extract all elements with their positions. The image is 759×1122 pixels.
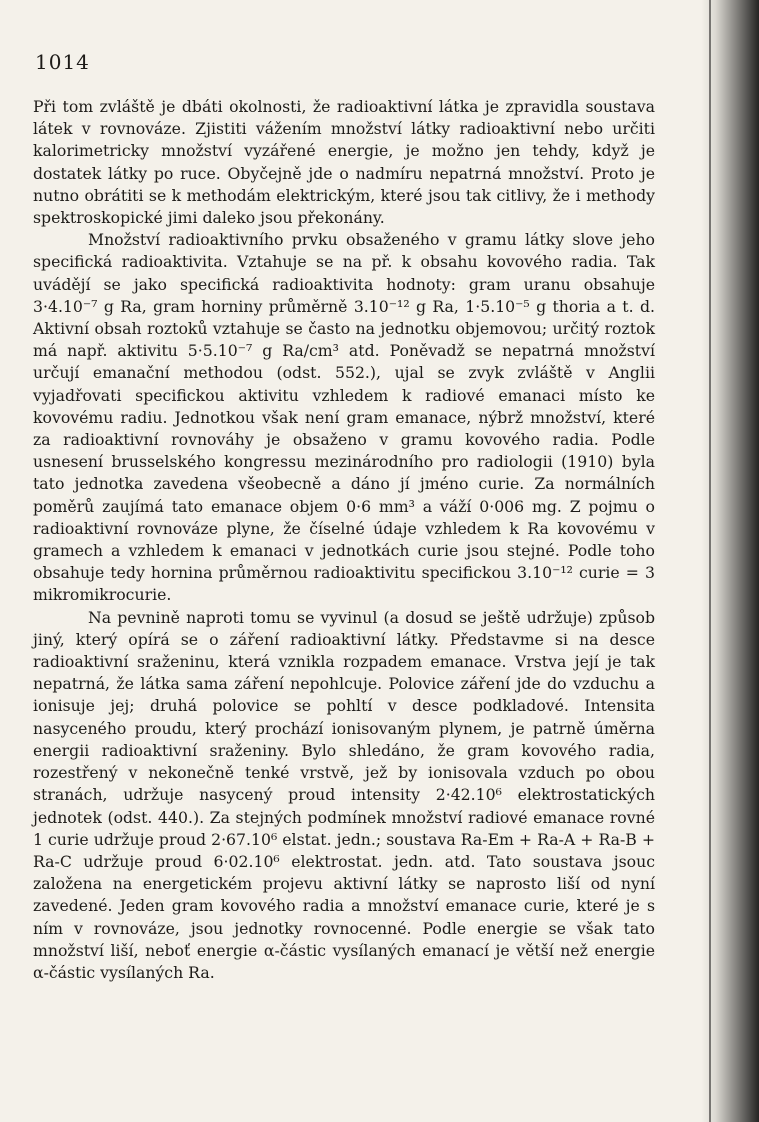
paragraph-2: Množství radioaktivního prvku obsaženého v gramu látky slove jeho specifická radioaktivita. Vztahuje se na př. k obsahu kovového radia. Tak uvádějí se jako specifická radioaktivita hodnoty: gram uranu obsahuje 3·4.10⁻⁷ g Ra, gram horniny průměrně 3.10⁻¹² g Ra, 1·5.10⁻⁵ g thoria a t. d. Aktivní obsah roztoků vztahuje se často na jednotku objemovou; určitý roztok má např. aktivitu 5·5.10⁻⁷ g Ra/cm³ atd. Poněvadž se nepatrná množství určují emanační methodou (odst. 552.), ujal se zvyk zvláště v Anglii vyjadřovati specifickou aktivitu vzhledem k radiové emanaci místo ke kovovému radiu. Jednotkou však není gram emanace, nýbrž množství, které za radioaktivní rovnováhy je obsaženo v gramu kovového radia. Podle usnesení brusselského kongressu mezinárodního pro radiologii (1910) byla tato jednotka zavedena všeobecně a dáno jí jméno curie. Za normálních poměrů zaujímá tato emanace objem 0·6 mm³ a váží 0·006 mg. Z pojmu o radioaktivní rovnováze plyne, že číselné údaje vzhledem k Ra kovovému v gramech a vzhledem k emanaci v jednotkách curie jsou stejné. Podle toho obsahuje tedy hornina průměrnou radioaktivitu specifickou 3.10⁻¹² curie = 3 mikromikrocurie. (33, 230, 655, 605)
paragraph-3: Na pevnině naproti tomu se vyvinul (a dosud se ještě udržuje) způsob jiný, který opírá se o záření radioaktivní látky. Představme si na desce radioaktivní sraženinu, která vznikla rozpadem emanace. Vrstva její je tak nepatrná, že látka sama záření nepohlcuje. Polovice záření jde do vzduchu a ionisuje jej; druhá polovice se pohltí v desce podkladové. Intensita nasyceného proudu, který prochází ionisovaným plynem, je patrně úměrna energii radioaktivní sraženiny. Bylo shledáno, že gram kovového radia, rozestřený v nekonečně tenké vrstvě, jež by ionisovala vzduch po obou stranách, udržuje nasycený proud intensity 2·42.10⁶ elektrostatických jednotek (odst. 440.). Za stejných podmínek množství radiové emanace rovné 1 curie udržuje proud 2·67.10⁶ elstat. jedn.; soustava Ra-Em + Ra-A + Ra-B + Ra-C udržuje proud 6·02.10⁶ elektrostat. jedn. atd. Tato soustava jsouc založena na energetickém projevu aktivní látky se naprosto liší od nyní zavedené. Jeden gram kovového radia a množství emanace curie, které je s ním v rovnováze, jsou jednotky rovnocenné. Podle energie se však tato množství liší, neboť energie α-částic vysílaných emanací je větší než energie α-částic vysílaných Ra. (33, 607, 655, 982)
page-number: 1014 (35, 50, 90, 74)
paragraph-1: Při tom zvláště je dbáti okolnosti, že radioaktivní látka je zpravidla soustava látek v rovnováze. Zjistiti vážením množství látky radioaktivní nebo určiti kalorimetricky množství vyzářené energie, je možno jen tehdy, když je dostatek látky po ruce. Obyčejně jde o nadmíru nepatrná množství. Proto je nutno obrátiti se k methodám elektrickým, které jsou tak citlivy, že i methody spektroskopické jimi daleko jsou překonány. (33, 97, 655, 228)
body-text (33, 96, 655, 984)
book-gutter-line (709, 0, 711, 1122)
